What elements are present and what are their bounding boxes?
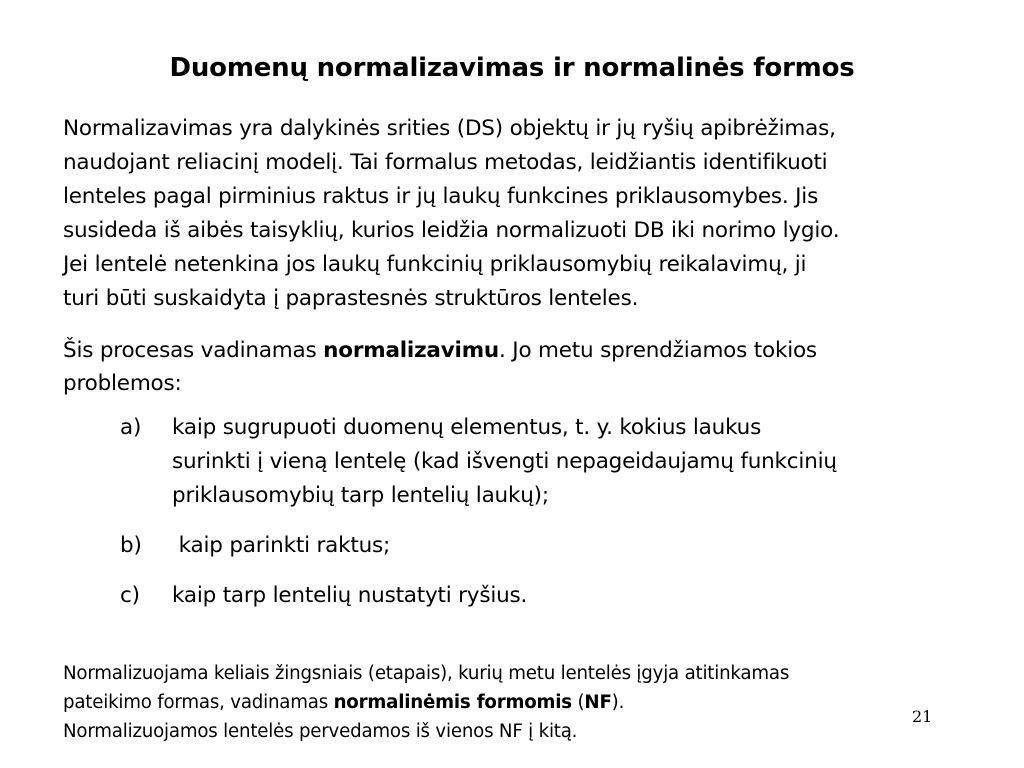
list-item-line: priklausomybių tarp lentelių laukų);	[172, 483, 549, 508]
intro-line: lenteles pagal pirminius raktus ir jų laukų funkcines priklausomybes. Jis	[63, 184, 819, 209]
list-marker: a)	[120, 415, 142, 440]
process-text-before: Šis procesas vadinamas	[63, 338, 324, 363]
intro-line: susideda iš aibės taisyklių, kurios leidžia normalizuoti DB iki norimo lygio.	[63, 218, 840, 243]
list-item-line: surinkti į vieną lentelę (kad išvengti nepageidaujamų funkcinių	[172, 449, 837, 474]
nf-abbreviation: NF	[584, 692, 612, 713]
problems-list	[120, 411, 1000, 629]
list-item	[120, 411, 1000, 513]
intro-line: Normalizavimas yra dalykinės srities (DS) objektų ir jų ryšių apibrėžimas,	[63, 116, 836, 141]
footer-line: Normalizuojamos lentelės pervedamos iš vienos NF į kitą.	[63, 721, 578, 742]
footer-text-paren: (	[571, 692, 585, 713]
process-text-after: . Jo metu sprendžiamos tokios	[499, 338, 817, 363]
list-marker: c)	[120, 583, 140, 608]
footer-text-before: pateikimo formas, vadinamas	[63, 692, 334, 713]
page-number: 21	[912, 707, 933, 726]
intro-paragraph	[63, 112, 993, 316]
normal-forms-term: normalinėmis formomis	[333, 692, 572, 713]
footer-paragraph	[63, 659, 1003, 746]
footer-line: Normalizuojama keliais žingsniais (etapais), kurių metu lentelės įgyja atitinkamas	[63, 663, 790, 684]
slide-title: Duomenų normalizavimas ir normalinės formos	[169, 53, 855, 83]
list-item-text	[172, 529, 390, 563]
process-line: problemos:	[63, 371, 182, 396]
footer-text-after: ).	[611, 692, 625, 713]
list-item-text	[172, 411, 837, 513]
footer-line	[63, 688, 1003, 717]
list-item	[120, 529, 1000, 563]
process-line	[63, 334, 993, 367]
list-item-line: kaip parinkti raktus;	[172, 533, 391, 558]
list-item-line: kaip sugrupuoti duomenų elementus, t. y. kokius laukus	[172, 415, 762, 440]
list-item-text	[172, 579, 527, 613]
intro-line: turi būti suskaidyta į paprastesnės struktūros lenteles.	[63, 286, 639, 311]
list-item	[120, 579, 1000, 613]
intro-line: naudojant reliacinį modelį. Tai formalus metodas, leidžiantis identifikuoti	[63, 150, 828, 175]
normalization-term: normalizavimu	[323, 338, 500, 363]
list-marker: b)	[120, 533, 142, 558]
process-paragraph	[63, 334, 993, 400]
intro-line: Jei lentelė netenkina jos laukų funkcinių priklausomybių reikalavimų, ji	[63, 252, 807, 277]
list-item-line: kaip tarp lentelių nustatyti ryšius.	[172, 583, 528, 608]
